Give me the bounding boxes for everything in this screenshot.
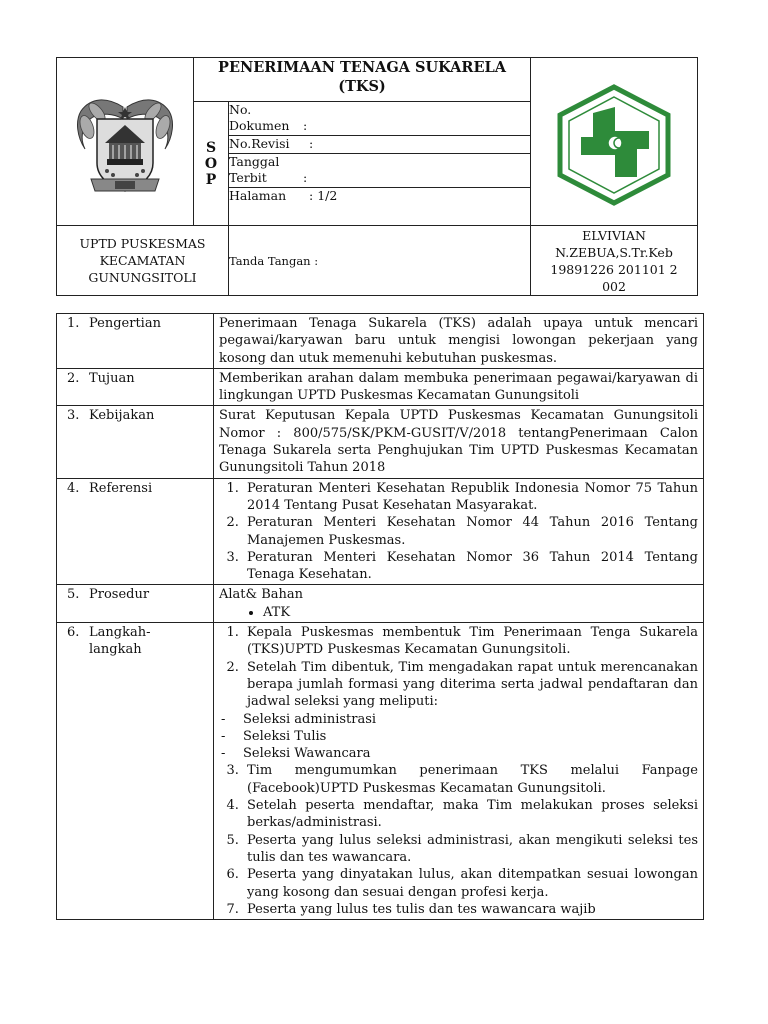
document-title-line1: PENERIMAAN TENAGA SUKARELA <box>218 59 506 76</box>
list-item: 5. Peserta yang lulus seleksi administrasi, akan mengikuti seleksi tes tulis dan tes wawancara. <box>243 832 698 867</box>
field-value: 1/2 <box>317 188 338 203</box>
list-item: • ATK <box>263 604 698 621</box>
section-prosedur <box>57 585 704 623</box>
section-number: 5. <box>67 587 80 603</box>
section-label: Kebijakan <box>89 408 155 424</box>
signature-label: Tanda Tangan : <box>229 253 319 268</box>
section-label-line2: langkah <box>89 642 142 658</box>
sop-label-cell <box>194 102 229 226</box>
list-item: 3. Tim mengumumkan penerimaan TKS melalui Fanpage (Facebook)UPTD Puskesmas Kecamatan Gunungsitoli. <box>243 762 698 797</box>
list-item <box>243 659 698 763</box>
reference-list <box>219 480 698 584</box>
procedure-list <box>219 604 698 621</box>
puskesmas-logo-cell <box>531 58 698 226</box>
procedure-heading: Alat& Bahan <box>219 587 304 603</box>
field-label: Halaman <box>229 188 287 203</box>
list-item: 6. Peserta yang dinyatakan lulus, akan ditempatkan sesuai lowongan yang kosong dan sesuai dengan profesi kerja. <box>243 866 698 901</box>
unit-name-line3: GUNUNGSITOLI <box>88 270 197 285</box>
section-number: 4. <box>67 480 80 496</box>
unit-name-cell <box>57 226 229 296</box>
list-item: 1. Peraturan Menteri Kesehatan Republik Indonesia Nomor 75 Tahun 2014 Tentang Pusat Kesehatan Masyarakat. <box>243 480 698 515</box>
sub-item: - Seleksi administrasi <box>217 711 698 728</box>
field-label: No. Dokumen <box>229 102 290 133</box>
signer-line4: 002 <box>602 278 626 294</box>
section-text: Memberikan arahan dalam membuka penerimaan pegawai/karyawan di lingkungan UPTD Puskesmas Kecamatan Gunungsitoli <box>214 368 704 406</box>
sop-letter-o: O <box>204 155 218 172</box>
unit-name-line1: UPTD PUSKESMAS <box>79 236 206 251</box>
signer-line1: ELVIVIAN <box>582 227 646 243</box>
field-no-dokumen: No. Dokumen : <box>229 102 531 136</box>
regency-emblem-icon <box>57 67 193 217</box>
sub-item: - Seleksi Tulis <box>217 728 698 745</box>
signer-line3: 19891226 201101 2 <box>550 261 678 277</box>
field-no-revisi: No.Revisi : <box>229 136 531 154</box>
section-number: 3. <box>67 408 80 424</box>
sop-header-table <box>56 57 698 296</box>
document-title-line2: (TKS) <box>338 78 386 95</box>
field-label: No.Revisi <box>229 136 290 151</box>
sub-item: - Seleksi Wawancara <box>217 745 698 762</box>
section-label: Tujuan <box>89 370 135 386</box>
field-tanggal-terbit: Tanggal Terbit : <box>229 154 531 188</box>
section-text: Surat Keputusan Kepala UPTD Puskesmas Kecamatan Gunungsitoli Nomor : 800/575/SK/PKM-GUSIT/V/2018 tentangPenerimaan Calon Tenaga Sukarela serta Penghujukan Tim UPTD Puskesmas Kecamatan Gunungsitoli Tahun 2018 <box>214 406 704 478</box>
field-halaman: Halaman : 1/2 <box>229 188 531 226</box>
section-text: Penerimaan Tenaga Sukarela (TKS) adalah upaya untuk mencari pegawai/karyawan baru untuk mengisi lowongan pekerjaan yang kosong dan utuk memenuhi kebutuhan puskesmas. <box>214 314 704 369</box>
puskesmas-logo-icon <box>531 67 697 217</box>
document-title-cell <box>194 58 531 102</box>
list-item: 7. Peserta yang lulus tes tulis dan tes wawancara wajib <box>243 901 698 918</box>
signature-cell <box>229 226 531 296</box>
section-number: 2. <box>67 370 80 386</box>
field-label: Tanggal Terbit <box>229 154 280 185</box>
section-label: Prosedur <box>89 587 150 603</box>
section-referensi <box>57 478 704 585</box>
signer-line2: N.ZEBUA,S.Tr.Keb <box>555 244 673 260</box>
logo-cell <box>57 58 194 226</box>
unit-name-line2: KECAMATAN <box>99 253 186 268</box>
sop-content-table <box>56 313 704 920</box>
section-kebijakan <box>57 406 704 478</box>
signer-cell <box>531 226 698 296</box>
list-item: 1. Kepala Puskesmas membentuk Tim Penerimaan Tenga Sukarela (TKS)UPTD Puskesmas Kecamatan Gunungsitoli. <box>243 624 698 659</box>
steps-list <box>219 624 698 918</box>
section-number: 6. <box>67 625 80 641</box>
sop-letter-s: S <box>205 139 217 156</box>
section-label: Pengertian <box>89 316 161 331</box>
section-number: 1. <box>67 316 80 331</box>
list-item: 4. Setelah peserta mendaftar, maka Tim melakukan proses seleksi berkas/administrasi. <box>243 797 698 832</box>
sop-letter-p: P <box>205 171 217 188</box>
list-item: 3. Peraturan Menteri Kesehatan Nomor 36 Tahun 2014 Tentang Tenaga Kesehatan. <box>243 549 698 584</box>
section-pengertian <box>57 314 704 369</box>
step-text: Setelah Tim dibentuk, Tim mengadakan rapat untuk merencanakan berapa jumlah formasi yang diterima serta jadwal pendaftaran dan jadwal seleksi yang meliputi: <box>247 659 698 710</box>
section-tujuan <box>57 368 704 406</box>
section-langkah <box>57 623 704 920</box>
sub-list <box>217 711 698 763</box>
list-item: 2. Peraturan Menteri Kesehatan Nomor 44 Tahun 2016 Tentang Manajemen Puskesmas. <box>243 514 698 549</box>
section-label: Referensi <box>89 480 153 496</box>
section-label-line1: Langkah- <box>89 625 151 641</box>
